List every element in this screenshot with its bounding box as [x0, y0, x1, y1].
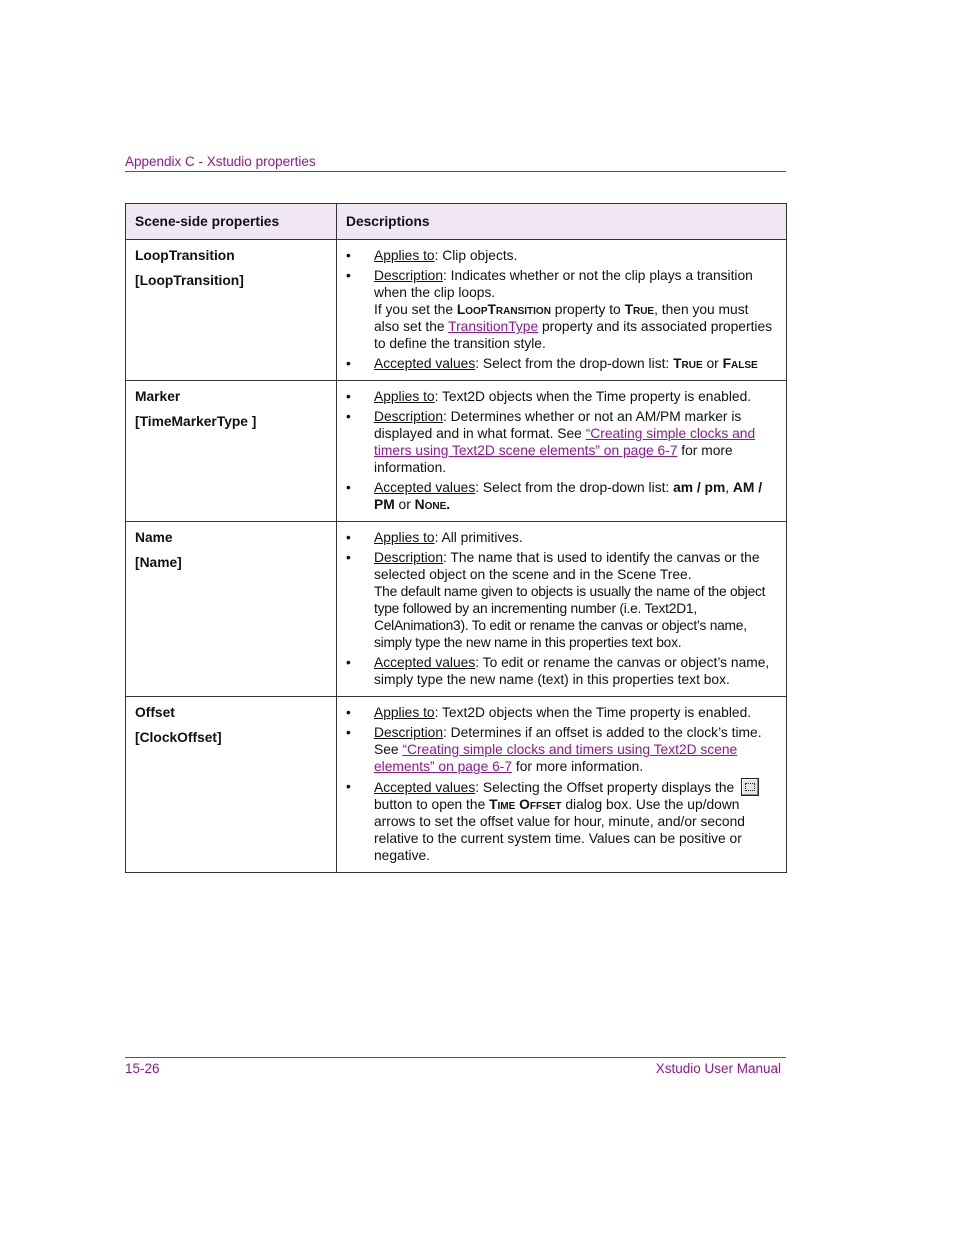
accepted-text: : To edit or rename the canvas or object’s name, simply type the new name (text) in this properties text box.: [374, 655, 770, 687]
note-text: property to: [550, 302, 625, 317]
accepted-label: Accepted values: [374, 780, 476, 795]
property-cell: [126, 381, 337, 522]
bullet-icon: •: [346, 248, 351, 263]
applies-text: : Text2D objects when the Time property is enabled.: [434, 705, 752, 720]
bullet-icon: •: [346, 356, 351, 371]
description-list: [346, 529, 774, 688]
description-after: for more information.: [374, 443, 733, 475]
table-row: [126, 240, 787, 381]
note-text: , then you must also set the: [374, 302, 749, 334]
list-item: [346, 355, 774, 372]
list-item: [346, 479, 774, 513]
description-cell: [337, 381, 787, 522]
accepted-label: Accepted values: [374, 480, 476, 495]
bullet-icon: •: [346, 725, 351, 740]
description-text: : Determines whether or not an AM/PM marker is displayed and in what format. See: [374, 409, 742, 441]
description-after: for more information.: [512, 759, 644, 774]
property-name: Marker: [135, 389, 181, 404]
bullet-icon: •: [346, 705, 351, 720]
accepted-smallcaps: Time Offset: [489, 797, 562, 812]
property-cell: [126, 240, 337, 381]
note-text: If you set the: [374, 302, 457, 317]
note-smallcaps: LoopTransition: [456, 302, 551, 317]
property-code: [LoopTransition]: [135, 273, 244, 288]
note-text: property and its associated properties to define the transition style.: [374, 319, 773, 351]
properties-table: [125, 203, 787, 873]
accepted-text: : Selecting the Offset property displays the: [475, 780, 739, 795]
property-cell: [126, 697, 337, 873]
accepted-bold: AM / PM: [374, 480, 763, 512]
description-list: [346, 388, 774, 513]
accepted-smallcaps: True: [673, 356, 703, 371]
table-row: [126, 522, 787, 697]
applies-label: Applies to: [374, 389, 435, 404]
description-label: Description: [374, 550, 444, 565]
page-header: [125, 154, 786, 172]
list-item: [346, 267, 774, 352]
description-label: Description: [374, 268, 444, 283]
property-code: [TimeMarkerType ]: [135, 414, 257, 429]
description-text: : The name that is used to identify the canvas or the selected object on the scene and in the Scene Tree.: [374, 550, 760, 582]
property-name: Offset: [135, 705, 175, 720]
bullet-icon: •: [346, 655, 351, 670]
description-list: [346, 704, 774, 864]
bullet-icon: •: [346, 480, 351, 495]
property-cell: [126, 522, 337, 697]
description-label: Description: [374, 725, 444, 740]
property-code: [ClockOffset]: [135, 730, 222, 745]
transition-type-link[interactable]: TransitionType: [448, 319, 539, 334]
accepted-text: : Select from the drop-down list:: [475, 480, 674, 495]
accepted-smallcaps: None.: [414, 497, 451, 512]
list-item: [346, 724, 774, 775]
accepted-text: ,: [725, 480, 733, 495]
column-header-properties: Scene-side properties: [126, 204, 337, 240]
header-title: Appendix C - Xstudio properties: [125, 154, 316, 169]
list-item: [346, 704, 774, 721]
description-text: : Indicates whether or not the clip plays a transition when the clip loops.: [374, 268, 753, 300]
column-header-descriptions: Descriptions: [337, 204, 787, 240]
list-item: [346, 408, 774, 476]
property-name: Name: [135, 530, 173, 545]
list-item: [346, 549, 774, 651]
accepted-text: or: [394, 497, 415, 512]
note-smallcaps: True: [624, 302, 655, 317]
list-item: [346, 654, 774, 688]
bullet-icon: •: [346, 530, 351, 545]
applies-text: : All primitives.: [434, 530, 523, 545]
applies-label: Applies to: [374, 248, 435, 263]
accepted-label: Accepted values: [374, 655, 476, 670]
table-row: [126, 381, 787, 522]
accepted-bold: am / pm: [673, 480, 726, 495]
offset-dialog-button-icon: [741, 778, 759, 796]
bullet-icon: •: [346, 409, 351, 424]
bullet-icon: •: [346, 779, 351, 794]
cross-reference-link[interactable]: “Creating simple clocks and timers using Text2D scene elements” on page 6-7: [374, 742, 738, 774]
manual-title: Xstudio User Manual: [655, 1061, 781, 1076]
accepted-smallcaps: False: [722, 356, 758, 371]
table-header-row: [126, 204, 787, 240]
table-row: [126, 697, 787, 873]
applies-text: : Clip objects.: [434, 248, 518, 263]
accepted-label: Accepted values: [374, 356, 476, 371]
description-cell: [337, 240, 787, 381]
description-cell: [337, 697, 787, 873]
bullet-icon: •: [346, 550, 351, 565]
page-footer: [125, 1057, 786, 1076]
accepted-text: dialog box. Use the up/down arrows to set the offset value for hour, minute, and/or second relative to the current system time. Values can be positive or negative.: [374, 797, 745, 863]
description-text: : Determines if an offset is added to the clock’s time. See: [374, 725, 762, 757]
applies-label: Applies to: [374, 530, 435, 545]
bullet-icon: •: [346, 389, 351, 404]
list-item: [346, 529, 774, 546]
description-note: The default name given to objects is usually the name of the object type followed by an incrementing number (i.e. Text2D1, CelAnimation3). To edit or rename the canvas or object’s name, simply type the new name in this properties text box.: [374, 584, 766, 650]
list-item: [346, 388, 774, 405]
list-item: [346, 247, 774, 264]
applies-text: : Text2D objects when the Time property is enabled.: [434, 389, 752, 404]
accepted-text: : Select from the drop-down list:: [475, 356, 674, 371]
property-name: LoopTransition: [135, 248, 235, 263]
accepted-text: or: [702, 356, 723, 371]
description-cell: [337, 522, 787, 697]
accepted-text: button to open the: [374, 797, 490, 812]
applies-label: Applies to: [374, 705, 435, 720]
description-list: [346, 247, 774, 372]
cross-reference-link[interactable]: “Creating simple clocks and timers using Text2D scene elements” on page 6-7: [374, 426, 756, 458]
bullet-icon: •: [346, 268, 351, 283]
description-label: Description: [374, 409, 444, 424]
list-item: [346, 778, 774, 864]
page-number: 15-26: [125, 1061, 160, 1076]
property-code: [Name]: [135, 555, 182, 570]
